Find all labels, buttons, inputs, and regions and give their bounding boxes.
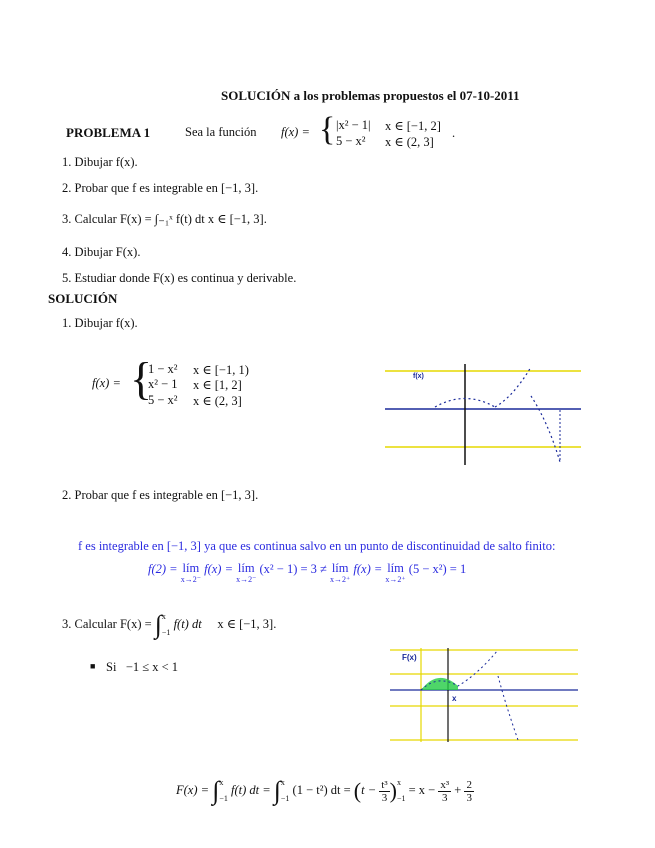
piecewise-brace: { [130, 353, 153, 404]
piecewise-3-expr: 5 − x² [148, 393, 178, 407]
case-end: . [452, 126, 456, 140]
page-title: SOLUCIÓN a los problemas propuestos el 07-10-2011 [221, 88, 520, 103]
graph-f-label: f(x) [413, 373, 424, 380]
curve-segment-2 [495, 367, 531, 407]
solution-item-2: 2. Probar que f es integrable en [−1, 3]. [62, 488, 259, 502]
left-brace: { [319, 111, 336, 148]
case-2-domain: x ∈ (2, 3] [385, 135, 434, 149]
piecewise-lhs: f(x) = [92, 376, 121, 390]
piecewise-1-domain: x ∈ [−1, 1) [193, 363, 249, 377]
case-1-expr: |x² − 1| [336, 118, 371, 132]
graph-F-label: F(x) [402, 653, 417, 662]
curve-segment-3 [531, 396, 560, 462]
piecewise-2-domain: x ∈ [1, 2] [193, 378, 242, 392]
task-5: 5. Estudiar donde F(x) es continua y derivable. [62, 271, 297, 285]
case-1-domain: x ∈ [−1, 2] [385, 119, 441, 133]
solution-item-1: 1. Dibujar f(x). [62, 316, 138, 330]
blue-explanation: f es integrable en [−1, 3] ya que es continua salvo en un punto de discontinuidad de salto finito: [78, 539, 556, 553]
graph-F [388, 646, 580, 744]
blue-equation: f(2) = lím x→2⁻ f(x) = lím x→2⁻ (x² − 1) = 3 ≠ lím x→2⁺ f(x) = lím x→2⁺ (5 − x²) = 1 [148, 561, 467, 584]
graph-F-x-label: x [452, 694, 457, 703]
piecewise-3-domain: x ∈ (2, 3] [193, 394, 242, 408]
bullet-marker: ■ [90, 661, 96, 671]
problem-intro: Sea la función [185, 125, 257, 139]
case-2-expr: 5 − x² [336, 134, 366, 148]
piecewise-1-expr: 1 − x² [148, 362, 178, 376]
piecewise-2-expr: x² − 1 [148, 377, 178, 391]
task-1: 1. Dibujar f(x). [62, 155, 138, 169]
graph-f [383, 362, 583, 467]
problem-label: PROBLEMA 1 [66, 125, 151, 140]
function-lhs: f(x) = [281, 125, 310, 139]
solution-heading: SOLUCIÓN [48, 291, 118, 306]
shaded-area [421, 678, 458, 690]
task-4: 4. Dibujar F(x). [62, 245, 141, 259]
solution-item-3: 3. Calcular F(x) = ∫ x −1 f(t) dt x ∈ [−1, 3]. [62, 610, 277, 639]
curve-F-2 [498, 676, 518, 740]
final-equation: F(x) = ∫ x −1 f(t) dt = ∫ x −1 (1 − t²) dt = (t − $\frac{\text{t³}}{3}$ ) x −1 = x − $\frac{\text{x³}}{3}$ + $\frac{2}{3}$ [176, 776, 472, 805]
task-3: 3. Calcular F(x) = ∫₋₁ˣ f(t) dt x ∈ [−1, 3]. [62, 212, 267, 226]
task-2: 2. Probar que f es integrable en [−1, 3]. [62, 181, 259, 195]
bullet-text: Si −1 ≤ x < 1 [106, 660, 179, 674]
